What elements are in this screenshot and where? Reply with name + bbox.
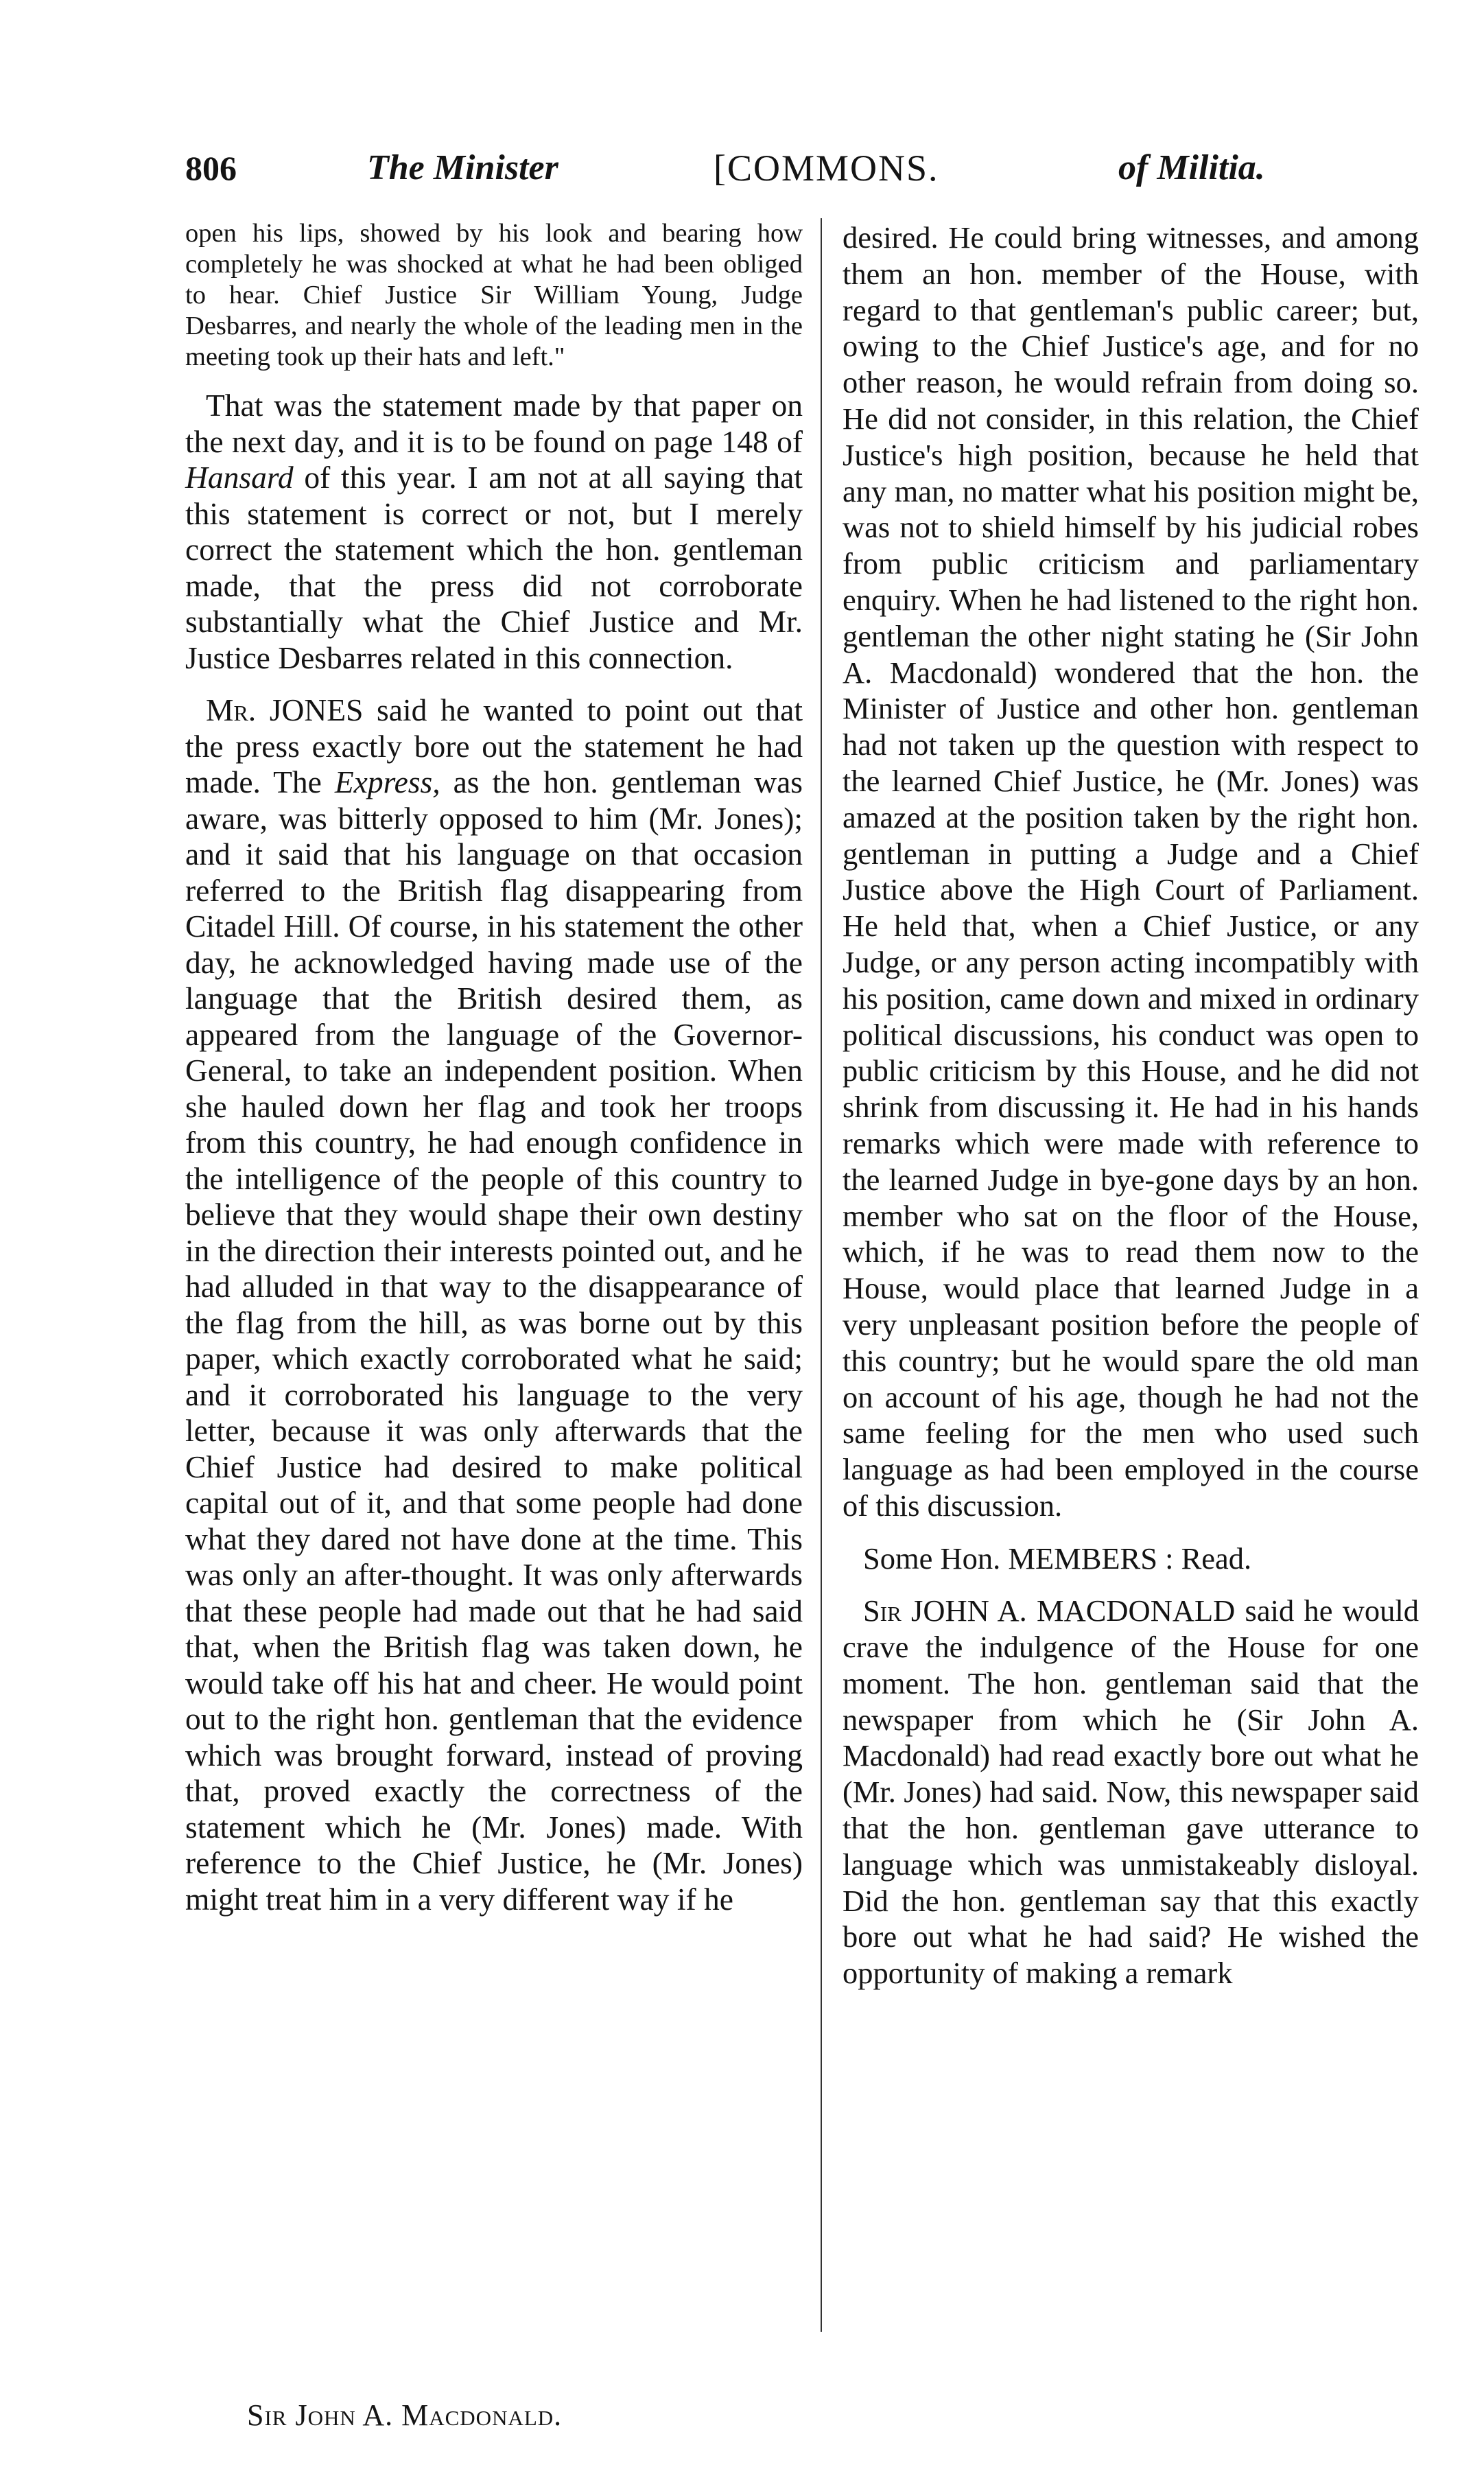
right-column bbox=[843, 220, 1419, 2008]
para-text: said he would crave the indulgence of the House for one moment. The hon. gentleman said that the newspaper from which he (Sir John A. Macdonald) had read exactly bore out what he (Mr. Jones) had said. Now, this newspaper said that the hon. gentleman gave utterance to language which was unmistakeably disloyal. Did the hon. gentleman say that this exactly bore out what he had said? He wished the opportunity of making a remark bbox=[843, 1593, 1419, 1991]
quote-text: open his lips, showed by his look and bearing how completely he was shocked at what he had been obliged to hear. Chief Justice Sir William Young, Judge Desbarres, and nearly the whole of the leading men in the meeting took up their hats and left." bbox=[185, 219, 803, 371]
paragraph-macdonald bbox=[843, 1593, 1419, 1991]
header-left-title: The Minister bbox=[367, 148, 558, 187]
members-text: Some Hon. MEMBERS : Read. bbox=[863, 1541, 1252, 1576]
para-text: as the hon. gentleman was aware, was bitterly opposed to him (Mr. Jones); and it said that his language on that occasion referred to the British flag disappearing from Citadel Hill. Of course, in his statement the other day, he acknowledged having made use of the language that the British desired them, as appeared from the language of the Governor-General, to take an independent position. When she hauled down her flag and took her troops from this country, he had enough confidence in the intelligence of the people of this country to believe that they would shape their own destiny in the direction their interests pointed out, and he had alluded in that way to the disappearance of the flag from the hill, as was borne out by this paper, which exactly corroborated what he said; and it corroborated his language to the very letter, because it was only afterwards that the Chief Justice had desired to make political capital out of it, and that some people had done what they dared not have done at the time. This was only an after-thought. It was only afterwards that these people had made out that he had said that, when the British flag was taken down, he would take off his hat and cheer. He would point out to the right hon. gentleman that the evidence which was brought forward, instead of proving that, proved exactly the correctness of the statement which he (Mr. Jones) made. With reference to the Chief Justice, he (Mr. Jones) might treat him in a very different way if he bbox=[185, 764, 803, 1917]
header-center-title: [COMMONS. bbox=[714, 148, 939, 189]
speaker-name: Mr. JONES bbox=[206, 692, 364, 727]
catchword-footer: Sir John A. Macdonald. bbox=[247, 2398, 563, 2432]
running-header bbox=[185, 141, 1475, 196]
page-number: 806 bbox=[185, 149, 237, 187]
para-text: That was the statement made by that paper on the next day, and it is to be found on page 148 of bbox=[185, 388, 803, 459]
column-divider bbox=[821, 218, 822, 2332]
header-right-title: of Militia. bbox=[1118, 148, 1265, 187]
paragraph-continued bbox=[843, 220, 1419, 1524]
paragraph-jones bbox=[185, 692, 803, 1917]
members-interjection bbox=[843, 1541, 1419, 1577]
speaker-name: Sir JOHN A. MACDONALD bbox=[863, 1593, 1236, 1628]
hansard-italic: Hansard bbox=[185, 460, 294, 495]
para-text: said he wanted to point out that the press exactly bore out the statement he had made. The bbox=[185, 692, 803, 799]
para-text: desired. He could bring witnesses, and among them an hon. member of the House, with regard to that gentleman's public career; but, owing to the Chief Justice's age, and for no other reason, he would refrain from doing so. He did not consider, in this relation, the Chief Justice's high position, because he held that any man, no matter what his position might be, was not to shield himself by his judicial robes from public criticism and parliamentary enquiry. When he had listened to the right hon. gentleman the other night stating he (Sir John A. Macdonald) wondered that the hon. the Minister of Justice and other hon. gentleman had not taken up the question with respect to the learned Chief Justice, he (Mr. Jones) was amazed at the position taken by the right hon. gentleman in putting a Judge and a Chief Justice above the High Court of Parliament. He held that, when a Chief Justice, or any Judge, or any person acting incompatibly with his position, came down and mixed in ordinary political discussions, his conduct was open to public criticism by this House, and he did not shrink from discussing it. He had in his hands remarks which were made with reference to the learned Judge in bye-gone days by an hon. member who sat on the floor of the House, which, if he was to read them now to the House, would place that learned Judge in a very unpleasant position before the people of this country; but he would spare the old man on account of his age, though he had not the same feeling for the men who used such language as had been employed in the course of this discussion. bbox=[843, 220, 1419, 1523]
left-column bbox=[185, 218, 803, 1934]
paragraph-statement bbox=[185, 388, 803, 676]
quoted-passage bbox=[185, 218, 803, 373]
para-text: of this year. I am not at all saying that this statement is correct or not, but I merely correct the statement which the hon. gentleman made, that the press did not corroborate substantially what the Chief Justice and Mr. Justice Desbarres related in this connection. bbox=[185, 460, 803, 675]
express-italic: Express, bbox=[334, 764, 440, 799]
